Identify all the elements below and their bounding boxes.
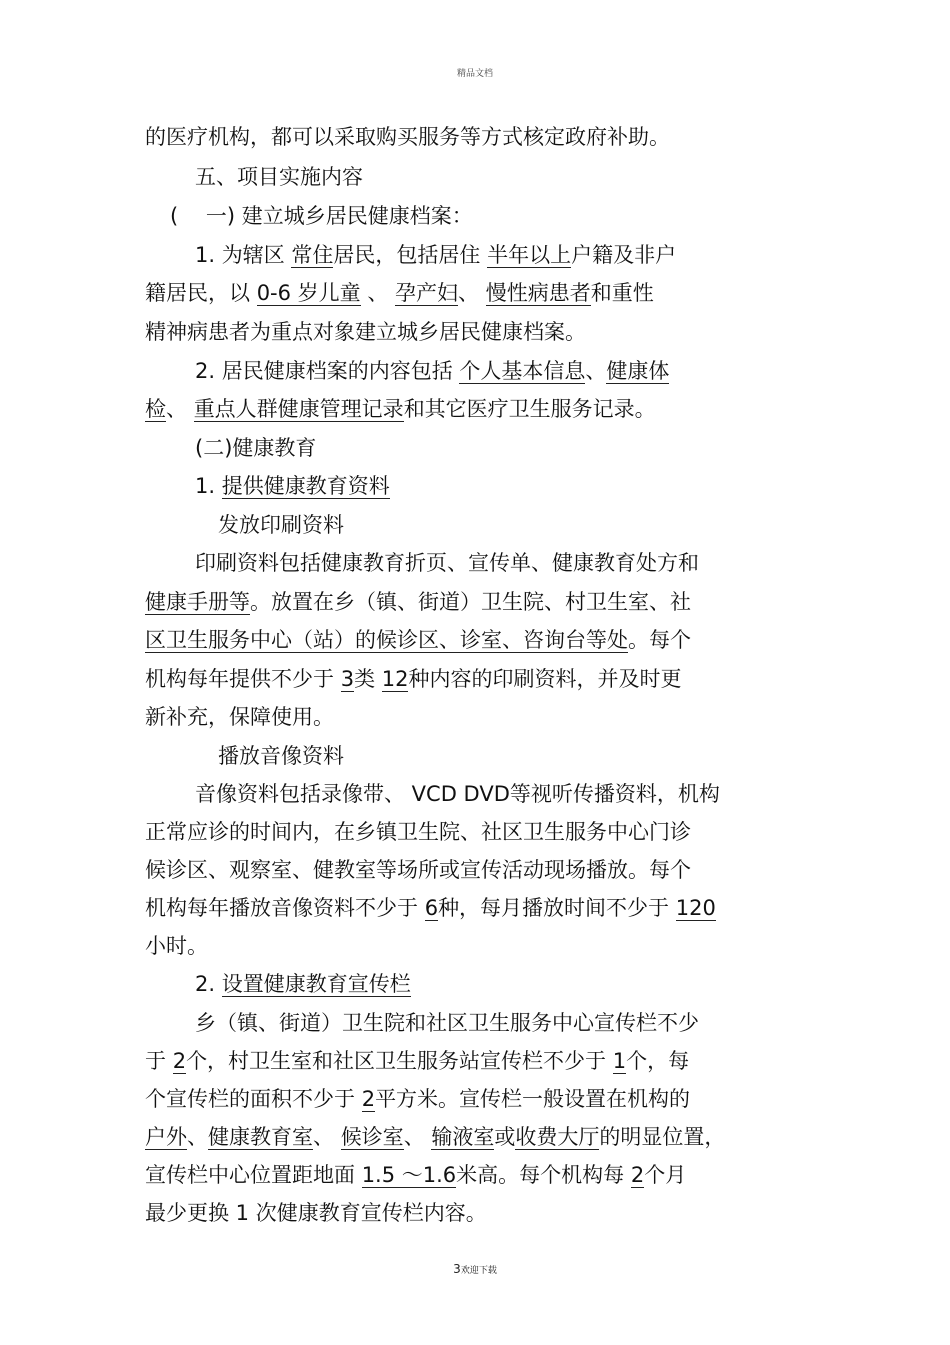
text-span: ( 一) 建立城乡居民健康档案： — [170, 204, 473, 228]
text-span: 、 — [458, 281, 486, 305]
text-line — [145, 1200, 487, 1226]
footer-text: 欢迎下载 — [460, 1266, 497, 1276]
text-span: 新补充，保障使用。 — [145, 705, 334, 729]
text-line — [218, 512, 344, 538]
text-span: 、 — [403, 1125, 432, 1149]
text-line — [145, 1086, 690, 1112]
underlined-text: 候诊室 — [340, 1125, 404, 1149]
text-span: 小时。 — [145, 934, 208, 958]
text-line — [170, 203, 473, 229]
text-line — [195, 242, 676, 268]
text-line — [145, 124, 670, 150]
underlined-text: 检 — [145, 397, 166, 421]
text-line — [145, 1124, 725, 1150]
text-span: 发放印刷资料 — [218, 513, 344, 537]
text-span: 、 — [313, 1125, 341, 1149]
underlined-text: 0-6 岁儿童 — [256, 281, 361, 305]
text-line — [195, 164, 363, 190]
underlined-text: 2 — [172, 1049, 187, 1073]
text-line — [218, 743, 344, 769]
text-span: 1. — [195, 474, 222, 498]
text-line — [145, 895, 716, 921]
underlined-text: 3 — [340, 667, 355, 691]
text-line — [195, 435, 316, 461]
text-span: 和重性 — [590, 281, 654, 305]
text-span: (二)健康教育 — [195, 436, 317, 460]
underlined-text: 健康手册等 — [145, 590, 250, 614]
text-span: 最少更换 1 次健康教育宣传栏内容。 — [145, 1201, 487, 1225]
text-span: 个宣传栏的面积不少于 — [145, 1087, 362, 1111]
text-line — [195, 781, 720, 807]
text-span: 的明显位置， — [599, 1125, 726, 1149]
text-line — [195, 358, 669, 384]
text-span: 候诊区、观察室、健教室等场所或宣传活动现场播放。每个 — [145, 858, 691, 882]
text-span: 于 — [145, 1049, 173, 1073]
underlined-text: 个人基本信息 — [459, 359, 586, 383]
underlined-text: 设置健康教育宣传栏 — [221, 972, 411, 996]
text-span: 种，每月播放时间不少于 — [438, 896, 676, 920]
text-span: 机构每年播放音像资料不少于 — [145, 896, 425, 920]
page-footer — [0, 1262, 950, 1276]
underlined-text: 收费大厅 — [515, 1125, 600, 1149]
text-span: 音像资料包括录像带、 VCD DVD等视听传播资料，机构 — [195, 782, 720, 806]
text-span: 五、项目实施内容 — [195, 165, 363, 189]
text-span: 、 — [187, 1125, 208, 1149]
text-span: 平方米。宣传栏一般设置在机构的 — [375, 1087, 691, 1111]
underlined-text: 重点人群健康管理记录 — [193, 397, 404, 421]
text-line — [145, 589, 691, 615]
underlined-text: 输液室 — [431, 1125, 495, 1149]
text-span: 的医疗机构，都可以采取购买服务等方式核定政府补助。 — [145, 125, 670, 149]
text-line — [145, 627, 691, 653]
text-span: 。每个 — [628, 628, 691, 652]
text-span: 个月 — [644, 1163, 687, 1187]
text-span: 个，村卫生室和社区卫生服务站宣传栏不少于 — [186, 1049, 613, 1073]
page-header: 精品文档 — [456, 69, 493, 79]
text-line — [195, 971, 411, 997]
text-span: 米高。每个机构每 — [456, 1163, 631, 1187]
underlined-text: 区卫生服务中心（站）的候诊区、诊室、咨询台等处 — [145, 628, 628, 652]
text-line — [195, 473, 390, 499]
underlined-text: 常住 — [291, 243, 334, 267]
underlined-text: 户外 — [145, 1125, 187, 1149]
underlined-text: 健康体 — [606, 359, 670, 383]
text-span: 播放音像资料 — [218, 744, 344, 768]
underlined-text: 6 — [424, 896, 439, 920]
text-line — [145, 280, 654, 306]
text-span: 精神病患者为重点对象建立城乡居民健康档案。 — [145, 320, 586, 344]
text-span: 2. 居民健康档案的内容包括 — [195, 359, 460, 383]
underlined-text: 健康教育室 — [208, 1125, 313, 1149]
underlined-text: 1 — [612, 1049, 627, 1073]
text-span: 或 — [494, 1125, 516, 1149]
underlined-text: 1.5 ～1.6 — [361, 1163, 457, 1187]
text-line — [145, 933, 208, 959]
text-line — [195, 550, 699, 576]
page-number: 3 — [453, 1262, 461, 1276]
text-span: 个，每 — [626, 1049, 690, 1073]
text-span: 、 — [585, 359, 607, 383]
text-line — [145, 319, 586, 345]
text-span: 、 — [360, 281, 396, 305]
text-span: 2. — [195, 972, 222, 996]
text-span: 户籍及非户 — [571, 243, 677, 267]
text-span: 居民，包括居住 — [333, 243, 488, 267]
underlined-text: 2 — [630, 1163, 645, 1187]
text-line — [195, 1010, 699, 1036]
underlined-text: 提供健康教育资料 — [221, 474, 390, 498]
text-span: 籍居民，以 — [145, 281, 257, 305]
text-span: 机构每年提供不少于 — [145, 667, 341, 691]
text-span: 1. 为辖区 — [195, 243, 292, 267]
underlined-text: 120 — [675, 896, 716, 920]
text-line — [145, 704, 334, 730]
text-span: 正常应诊的时间内，在乡镇卫生院、社区卫生服务中心门诊 — [145, 820, 691, 844]
text-line — [145, 1162, 686, 1188]
text-line — [145, 1048, 689, 1074]
underlined-text: 半年以上 — [487, 243, 572, 267]
text-line — [145, 666, 681, 692]
underlined-text: 12 — [381, 667, 409, 691]
text-span: 类 — [354, 667, 382, 691]
text-span: 、 — [166, 397, 194, 421]
underlined-text: 慢性病患者 — [485, 281, 591, 305]
text-span: 宣传栏中心位置距地面 — [145, 1163, 362, 1187]
text-span: 乡（镇、街道）卫生院和社区卫生服务中心宣传栏不少 — [195, 1011, 699, 1035]
underlined-text: 2 — [361, 1087, 376, 1111]
text-line — [145, 819, 691, 845]
text-span: 印刷资料包括健康教育折页、宣传单、健康教育处方和 — [195, 551, 699, 575]
underlined-text: 孕产妇 — [395, 281, 459, 305]
text-line — [145, 857, 691, 883]
text-line — [145, 396, 656, 422]
text-span: 。放置在乡（镇、街道）卫生院、村卫生室、社 — [250, 590, 691, 614]
text-span: 和其它医疗卫生服务记录。 — [403, 397, 656, 421]
text-span: 种内容的印刷资料，并及时更 — [408, 667, 682, 691]
